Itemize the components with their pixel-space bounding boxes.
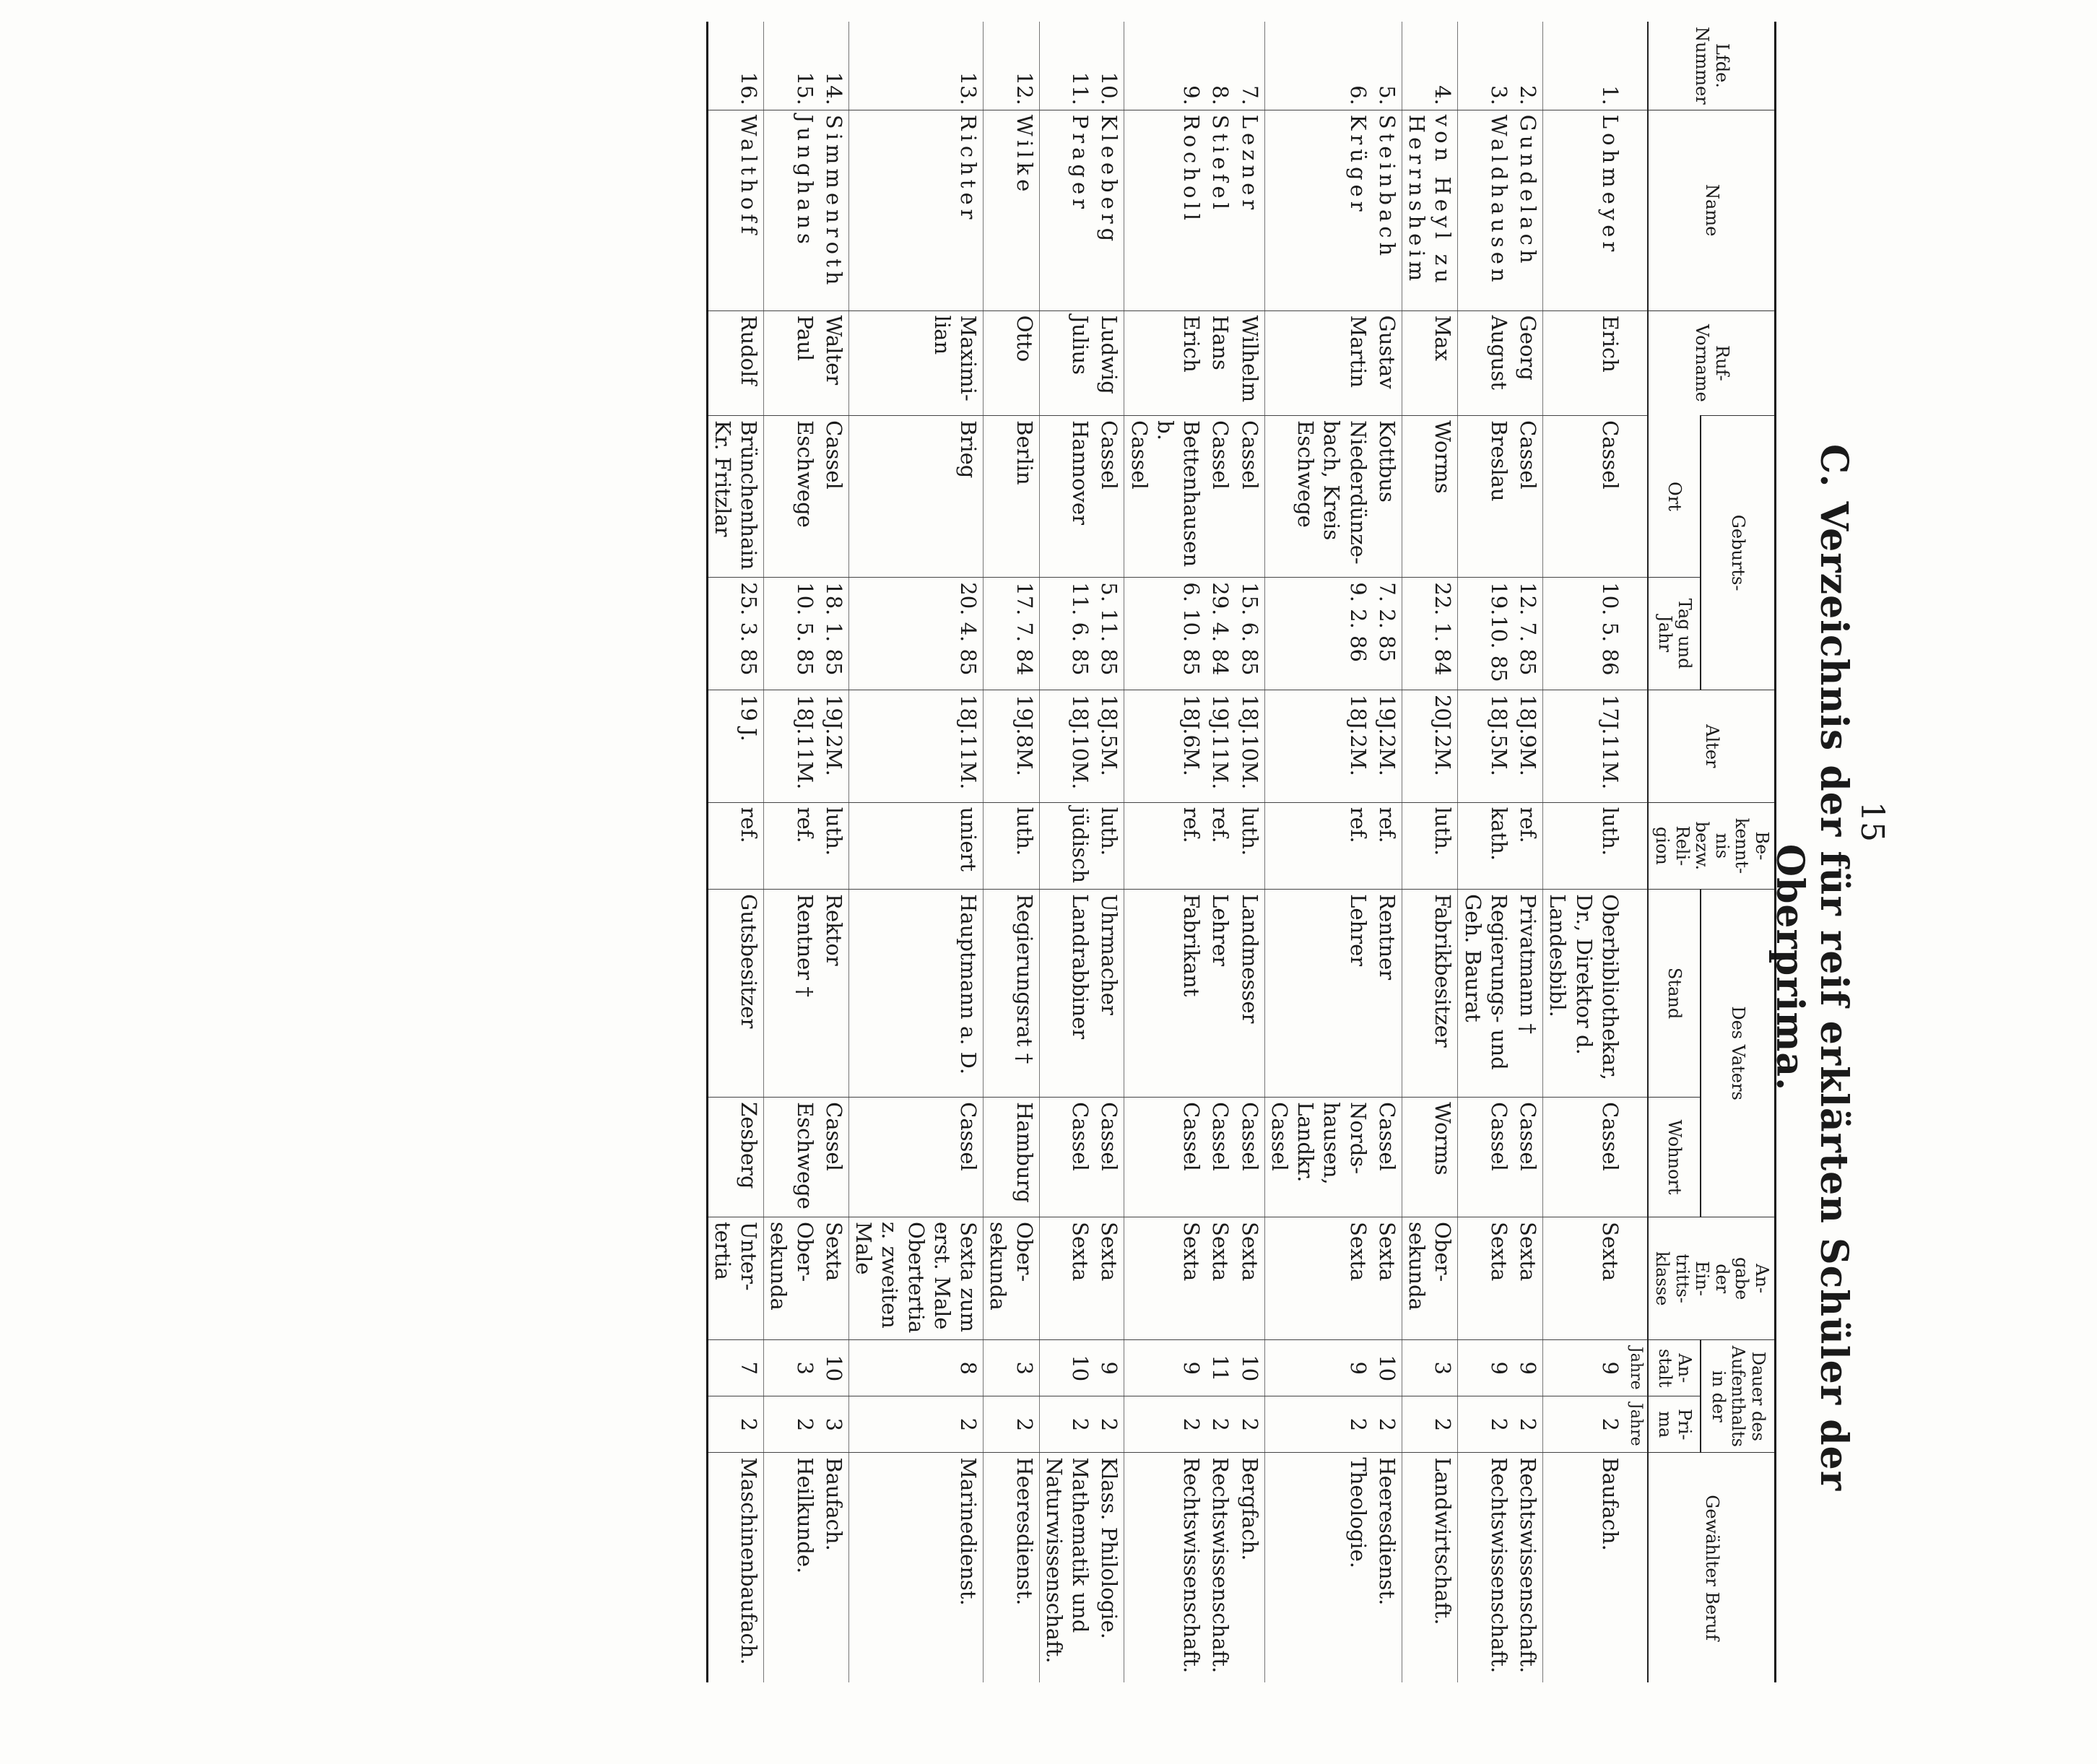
row-eintritt: Sexta zum erst. Male Obertertia z. zweiten Male	[848, 1217, 983, 1340]
row-alter: 19J.2M.	[1373, 690, 1402, 802]
row-vorname: Gustav	[1373, 310, 1402, 416]
row-datum: 22. 1. 84	[1402, 578, 1458, 690]
table-row	[984, 22, 1040, 1682]
row-wohnort: Zesberg	[707, 1098, 764, 1217]
row-eintritt: Ober- sekunda	[984, 1217, 1040, 1340]
row-alter: 18J.11M.	[764, 690, 820, 802]
row-stand: Rentner	[1373, 890, 1402, 1098]
row-datum: 29. 4. 84	[1206, 578, 1235, 690]
row-alter: 18J.9M.	[1514, 690, 1543, 802]
row-beruf: Heeresdienst.	[984, 1453, 1040, 1682]
row-ort: Cassel	[1514, 416, 1543, 578]
row-eintritt: Sexta	[1206, 1217, 1235, 1340]
row-konf: ref.	[1373, 802, 1402, 889]
row-ort: Cassel	[1206, 416, 1235, 578]
table-row	[1039, 22, 1095, 1682]
row-wohnort: Cassel	[848, 1098, 983, 1217]
row-name: Krüger	[1264, 110, 1373, 310]
row-ort: Brünchenhain Kr. Fritzlar	[707, 416, 764, 578]
row-eintritt: Sexta	[1124, 1217, 1206, 1340]
row-vorname: Maximi- lian	[848, 310, 983, 416]
col-prima: Pri- ma	[1648, 1396, 1700, 1453]
row-vorname: Martin	[1264, 310, 1373, 416]
row-wohnort: Worms	[1402, 1098, 1458, 1217]
row-wohnort: Cassel	[1373, 1098, 1402, 1217]
col-alter: Alter	[1648, 690, 1775, 802]
row-datum: 10. 5. 86	[1543, 578, 1625, 690]
row-stand: Fabrikbesitzer	[1402, 890, 1458, 1098]
row-datum: 15. 6. 85	[1235, 578, 1264, 690]
col-name: Name	[1648, 110, 1775, 310]
row-eintritt: Sexta	[1264, 1217, 1373, 1340]
row-wohnort: Cassel	[1458, 1098, 1514, 1217]
row-anstalt: 3	[1402, 1340, 1458, 1396]
row-alter: 19J.2M.	[820, 690, 849, 802]
row-ort: Berlin	[984, 416, 1040, 578]
row-wohnort: Nords- hausen, Landkr. Cassel	[1264, 1098, 1373, 1217]
row-prima: 2	[1235, 1396, 1264, 1453]
row-vorname: Wilhelm	[1235, 310, 1264, 416]
row-datum: 11. 6. 85	[1039, 578, 1095, 690]
row-nr: 7.	[1235, 22, 1264, 110]
row-eintritt: Sexta	[1373, 1217, 1402, 1340]
row-konf: luth.	[1543, 802, 1625, 889]
row-nr: 8.	[1208, 85, 1233, 105]
row-konf: ref.	[1264, 802, 1373, 889]
row-name: Stiefel	[1206, 110, 1235, 310]
col-eintritt: An- gabe der Ein- tritts- klasse	[1648, 1217, 1775, 1340]
row-stand: Privatmann †	[1514, 890, 1543, 1098]
row-datum: 18. 1. 85	[820, 578, 849, 690]
row-konf: ref.	[764, 802, 820, 889]
row-name: Junghans	[764, 110, 820, 310]
row-vorname: Hans	[1206, 310, 1235, 416]
row-stand: Gutsbesitzer	[707, 890, 764, 1098]
row-alter: 18J.10M.	[1039, 690, 1095, 802]
row-anstalt: 8	[848, 1340, 983, 1396]
table-row	[1235, 22, 1264, 1682]
row-anstalt: 9	[1124, 1340, 1206, 1396]
row-prima: 2	[707, 1396, 764, 1453]
row-alter: 19 J.	[707, 690, 764, 802]
row-ort: Cassel	[1543, 416, 1625, 578]
table-row	[1458, 22, 1514, 1682]
row-nr: 2.	[1514, 22, 1543, 110]
row-beruf: Mathematik und Naturwissenschaft.	[1039, 1453, 1095, 1682]
row-prima: 2	[1543, 1396, 1625, 1453]
row-anstalt: 3	[984, 1340, 1040, 1396]
row-konf: kath.	[1458, 802, 1514, 889]
years-label-anstalt: Jahre	[1625, 1340, 1649, 1396]
col-konfession: Be- kennt- nis bezw. Reli- gion	[1648, 802, 1775, 889]
row-konf: luth.	[1235, 802, 1264, 889]
row-prima: 2	[1373, 1396, 1402, 1453]
row-name: von Heyl zu Herrnsheim	[1402, 110, 1458, 310]
row-eintritt: Sexta	[1543, 1217, 1625, 1340]
col-geburts: Geburts-	[1701, 416, 1776, 690]
table-row	[1543, 22, 1625, 1682]
col-vater: Des Vaters	[1701, 890, 1776, 1217]
row-eintritt: Ober- sekunda	[1402, 1217, 1458, 1340]
row-prima: 2	[984, 1396, 1040, 1453]
row-stand: Hauptmann a. D.	[848, 890, 983, 1098]
row-anstalt: 10	[1373, 1340, 1402, 1396]
row-ort: Eschwege	[764, 416, 820, 578]
row-wohnort: Cassel	[1039, 1098, 1095, 1217]
col-lfd-nr: Lfde. Nummer	[1648, 22, 1775, 110]
row-ort: Hannover	[1039, 416, 1095, 578]
row-alter: 18J.2M.	[1264, 690, 1373, 802]
row-prima: 3	[820, 1396, 849, 1453]
row-beruf: Landwirtschaft.	[1402, 1453, 1458, 1682]
row-prima: 2	[1458, 1396, 1514, 1453]
row-datum: 20. 4. 85	[848, 578, 983, 690]
row-ort: Cassel	[1235, 416, 1264, 578]
row-wohnort: Cassel	[1206, 1098, 1235, 1217]
col-beruf: Gewählter Beruf	[1648, 1453, 1775, 1682]
row-vorname: Ludwig	[1095, 310, 1124, 416]
col-datum: Tag und Jahr	[1648, 578, 1700, 690]
table-row	[764, 22, 820, 1682]
rotated-content	[0, 22, 1890, 1726]
units-row	[1625, 22, 1649, 1682]
row-beruf: Heeresdienst.	[1373, 1453, 1402, 1682]
years-label-prima: Jahre	[1625, 1396, 1649, 1453]
row-wohnort: Cassel	[820, 1098, 849, 1217]
row-ort: Cassel	[820, 416, 849, 578]
row-konf: luth.	[1095, 802, 1124, 889]
col-wohnort: Wohnort	[1648, 1098, 1700, 1217]
row-datum: 12. 7. 85	[1514, 578, 1543, 690]
row-wohnort: Hamburg	[984, 1098, 1040, 1217]
table-row	[1373, 22, 1402, 1682]
row-eintritt: Ober- sekunda	[764, 1217, 820, 1340]
row-prima: 2	[1514, 1396, 1543, 1453]
row-vorname: Walter	[820, 310, 849, 416]
page-number: 15	[1854, 801, 1890, 842]
row-prima: 2	[1039, 1396, 1095, 1453]
row-prima: 2	[1124, 1396, 1206, 1453]
row-name: Simmenroth	[820, 110, 849, 310]
row-konf: luth.	[820, 802, 849, 889]
row-name: Rocholl	[1124, 110, 1206, 310]
row-stand: Regierungs- und Geh. Baurat	[1458, 890, 1514, 1098]
row-eintritt: Sexta	[1514, 1217, 1543, 1340]
row-vorname: August	[1458, 310, 1514, 416]
row-anstalt: 9	[1514, 1340, 1543, 1396]
row-beruf: Theologie.	[1264, 1453, 1373, 1682]
row-stand: Rektor	[820, 890, 849, 1098]
row-stand: Rentner †	[764, 890, 820, 1098]
col-anstalt: An- stalt	[1648, 1340, 1700, 1396]
row-alter: 18J.5M.	[1095, 690, 1124, 802]
col-stand: Stand	[1648, 890, 1700, 1098]
col-rufname: Ruf- Vorname	[1648, 310, 1775, 416]
row-nr: 1.	[1597, 85, 1623, 105]
row-anstalt: 11	[1206, 1340, 1235, 1396]
row-beruf: Baufach.	[1543, 1453, 1625, 1682]
row-anstalt: 10	[1039, 1340, 1095, 1396]
row-anstalt: 9	[1543, 1340, 1625, 1396]
row-name: Kleeberg	[1095, 110, 1124, 310]
row-datum: 19.10. 85	[1458, 578, 1514, 690]
row-eintritt: Sexta	[820, 1217, 849, 1340]
row-ort: Kottbus	[1373, 416, 1402, 578]
row-nr: 13.	[848, 22, 983, 110]
row-eintritt: Unter- tertia	[707, 1217, 764, 1340]
row-beruf: Rechtswissenschaft.	[1124, 1453, 1206, 1682]
row-beruf: Rechtswissenschaft.	[1458, 1453, 1514, 1682]
row-name: Gundelach	[1514, 110, 1543, 310]
row-name: Lohmeyer	[1543, 110, 1625, 310]
row-alter: 18J.11M.	[848, 690, 983, 802]
row-stand: Regierungsrat †	[984, 890, 1040, 1098]
table-row	[1264, 22, 1373, 1682]
row-datum: 9. 2. 86	[1264, 578, 1373, 690]
row-name: Wilke	[984, 110, 1040, 310]
row-vorname: Georg	[1514, 310, 1543, 416]
row-beruf: Rechtswissenschaft.	[1514, 1453, 1543, 1682]
row-name: Steinbach	[1373, 110, 1402, 310]
row-nr: 10.	[1095, 22, 1124, 110]
table-row	[707, 22, 764, 1682]
row-vorname: Rudolf	[707, 310, 764, 416]
table-row	[820, 22, 849, 1682]
row-wohnort: Cassel	[1235, 1098, 1264, 1217]
row-nr: 4.	[1402, 22, 1458, 110]
row-ort: Worms	[1402, 416, 1458, 578]
row-alter: 20J.2M.	[1402, 690, 1458, 802]
row-ort: Cassel	[1095, 416, 1124, 578]
row-alter: 18J.10M.	[1235, 690, 1264, 802]
row-ort: Brieg	[848, 416, 983, 578]
row-vorname: Otto	[984, 310, 1040, 416]
row-wohnort: Cassel	[1543, 1098, 1625, 1217]
row-anstalt: 9	[1095, 1340, 1124, 1396]
row-nr: 6.	[1345, 85, 1371, 105]
row-eintritt: Sexta	[1095, 1217, 1124, 1340]
row-ort: Bettenhausen b. Cassel	[1124, 416, 1206, 578]
row-anstalt: 9	[1264, 1340, 1373, 1396]
row-name: Waldhausen	[1458, 110, 1514, 310]
row-datum: 5. 11. 85	[1095, 578, 1124, 690]
row-datum: 25. 3. 85	[707, 578, 764, 690]
row-vorname: Erich	[1543, 310, 1625, 416]
row-nr: 16.	[707, 22, 764, 110]
row-nr: 3.	[1486, 85, 1511, 105]
row-konf: ref.	[1514, 802, 1543, 889]
col-ort: Ort	[1648, 416, 1700, 578]
row-anstalt: 3	[764, 1340, 820, 1396]
row-ort: Breslau	[1458, 416, 1514, 578]
row-alter: 17J.11M.	[1543, 690, 1625, 802]
row-prima: 2	[1264, 1396, 1373, 1453]
row-wohnort: Cassel	[1124, 1098, 1206, 1217]
row-vorname: Paul	[764, 310, 820, 416]
row-prima: 2	[1095, 1396, 1124, 1453]
row-konf: luth.	[984, 802, 1040, 889]
row-vorname: Erich	[1124, 310, 1206, 416]
row-stand: Oberbibliothekar, Dr., Direktor d. Landesbibl.	[1543, 890, 1625, 1098]
table-row	[1206, 22, 1235, 1682]
row-konf: ref.	[1124, 802, 1206, 889]
row-vorname: Max	[1402, 310, 1458, 416]
row-prima: 2	[764, 1396, 820, 1453]
row-name: Lezner	[1235, 110, 1264, 310]
table-row	[1514, 22, 1543, 1682]
row-eintritt: Sexta	[1458, 1217, 1514, 1340]
row-ort: Niederdünze- bach, Kreis Eschwege	[1264, 416, 1373, 578]
graduates-table	[706, 22, 1776, 1682]
row-datum: 6. 10. 85	[1124, 578, 1206, 690]
row-datum: 10. 5. 85	[764, 578, 820, 690]
row-prima: 2	[1402, 1396, 1458, 1453]
row-nr: 15.	[792, 71, 817, 105]
row-beruf: Bergfach.	[1235, 1453, 1264, 1682]
row-anstalt: 7	[707, 1340, 764, 1396]
row-nr: 11.	[1068, 71, 1093, 105]
row-stand: Landrabbiner	[1039, 890, 1095, 1098]
row-konf: ref.	[1206, 802, 1235, 889]
row-nr: 9.	[1179, 85, 1204, 105]
row-eintritt: Sexta	[1235, 1217, 1264, 1340]
row-name: Walthoff	[707, 110, 764, 310]
table-row	[1124, 22, 1206, 1682]
col-dauer: Dauer des Aufenthalts in der	[1701, 1340, 1776, 1453]
table-row	[848, 22, 983, 1682]
row-konf: luth.	[1402, 802, 1458, 889]
row-stand: Landmesser	[1235, 890, 1264, 1098]
table-row	[1095, 22, 1124, 1682]
table-row	[1402, 22, 1458, 1682]
row-alter: 19J.8M.	[984, 690, 1040, 802]
row-alter: 19J.11M.	[1206, 690, 1235, 802]
row-anstalt: 10	[1235, 1340, 1264, 1396]
row-nr: 12.	[984, 22, 1040, 110]
row-stand: Lehrer	[1206, 890, 1235, 1098]
header-row-1	[1701, 22, 1776, 1682]
row-konf: jüdisch	[1039, 802, 1095, 889]
row-anstalt: 9	[1458, 1340, 1514, 1396]
row-prima: 2	[848, 1396, 983, 1453]
row-beruf: Maschinenbaufach.	[707, 1453, 764, 1682]
row-beruf: Klass. Philologie.	[1095, 1453, 1124, 1682]
row-datum: 7. 2. 85	[1373, 578, 1402, 690]
row-eintritt: Sexta	[1039, 1217, 1095, 1340]
row-stand: Lehrer	[1264, 890, 1373, 1098]
row-alter: 18J.5M.	[1458, 690, 1514, 802]
row-alter: 18J.6M.	[1124, 690, 1206, 802]
row-wohnort: Eschwege	[764, 1098, 820, 1217]
row-konf: uniert	[848, 802, 983, 889]
row-beruf: Rechtswissenschaft.	[1206, 1453, 1235, 1682]
row-prima: 2	[1206, 1396, 1235, 1453]
document-title: C. Verzeichnis der für reif erklärten Schüler der Oberprima.	[1768, 443, 1856, 1492]
row-nr: 14.	[820, 22, 849, 110]
row-name: Richter	[848, 110, 983, 310]
row-wohnort: Cassel	[1095, 1098, 1124, 1217]
row-name: Prager	[1039, 110, 1095, 310]
row-konf: ref.	[707, 802, 764, 889]
row-stand: Uhrmacher	[1095, 890, 1124, 1098]
row-beruf: Marinedienst.	[848, 1453, 983, 1682]
row-anstalt: 10	[820, 1340, 849, 1396]
row-beruf: Baufach.	[820, 1453, 849, 1682]
row-beruf: Heilkunde.	[764, 1453, 820, 1682]
row-vorname: Julius	[1039, 310, 1095, 416]
row-stand: Fabrikant	[1124, 890, 1206, 1098]
row-wohnort: Cassel	[1514, 1098, 1543, 1217]
row-nr: 5.	[1373, 22, 1402, 110]
row-datum: 17. 7. 84	[984, 578, 1040, 690]
